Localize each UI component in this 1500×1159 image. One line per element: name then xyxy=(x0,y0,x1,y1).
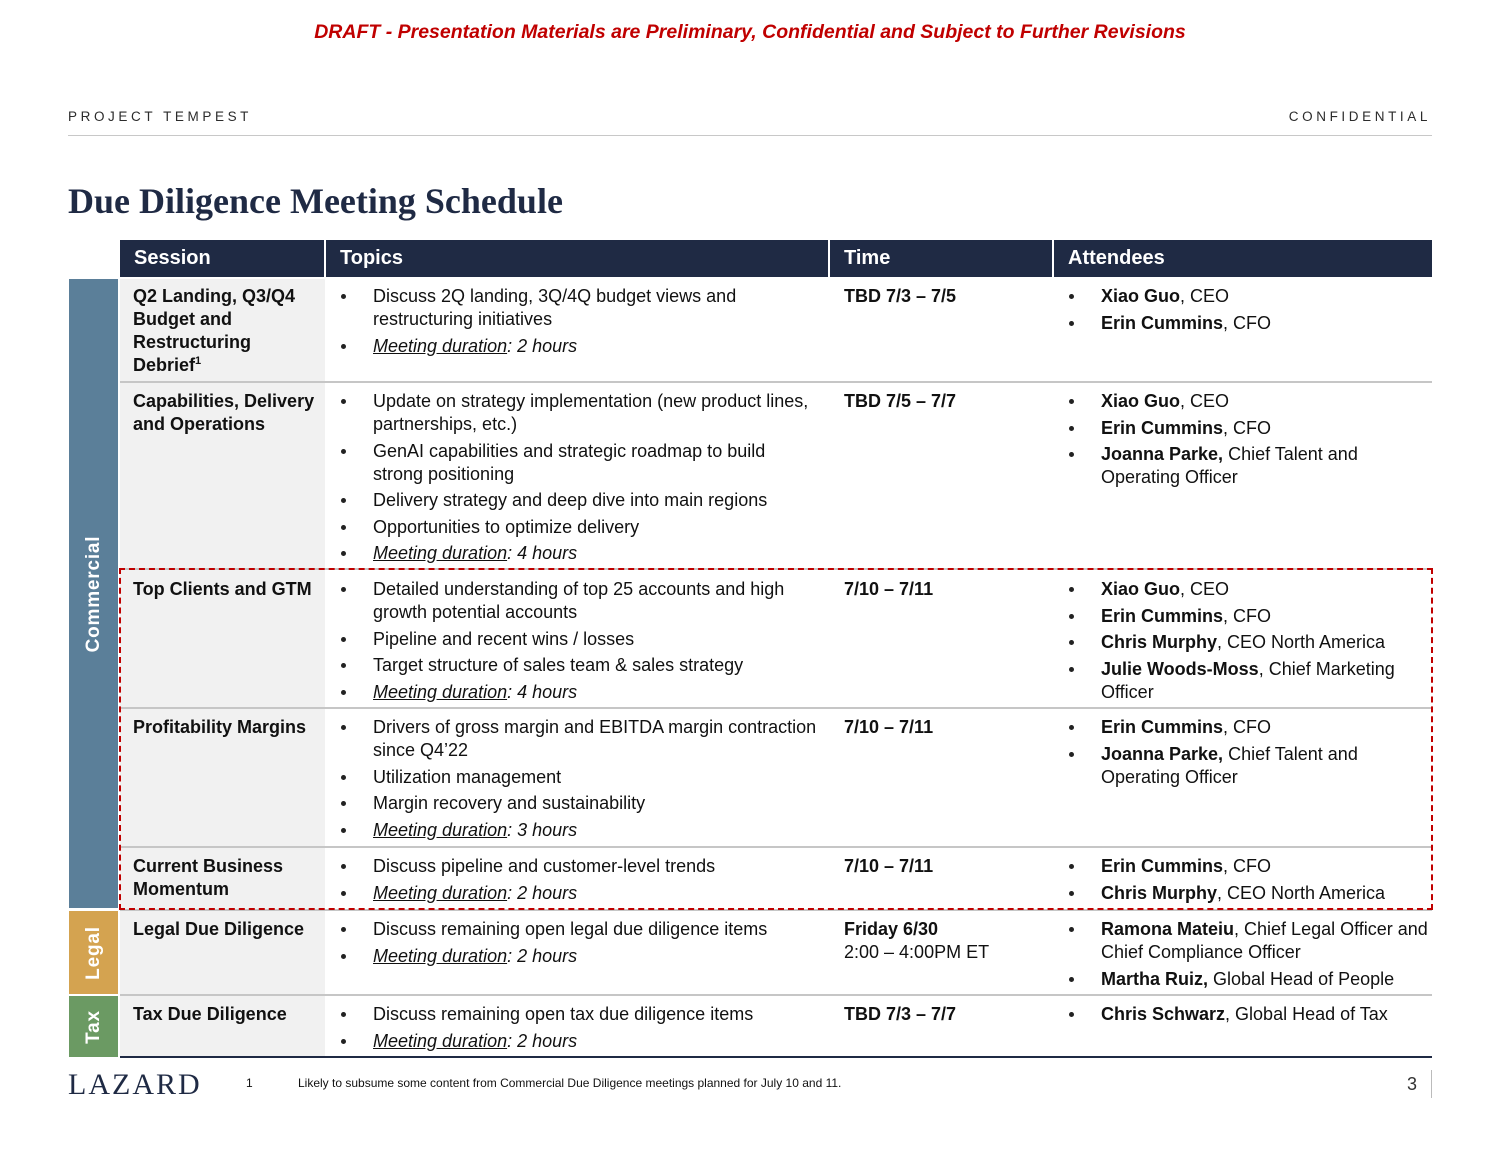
topics-list xyxy=(340,855,820,908)
session-time: TBD 7/5 – 7/7 xyxy=(844,391,957,411)
attendees-list xyxy=(1068,390,1428,493)
meeting-duration: Meeting duration: 2 hours xyxy=(340,335,820,358)
attendees-list xyxy=(1068,285,1428,338)
list-item: Julie Woods-Moss, Chief Marketing Officer xyxy=(1068,658,1428,704)
list-item: Joanna Parke, Chief Talent and Operating Officer xyxy=(1068,443,1428,489)
session-tax-due-diligence: Tax Due Diligence xyxy=(133,1004,287,1024)
attendees-list xyxy=(1068,1003,1428,1030)
column-header-topics: Topics xyxy=(326,240,828,277)
session-top-clients: Top Clients and GTM xyxy=(133,579,312,599)
column-header-session: Session xyxy=(120,240,324,277)
meeting-duration: Meeting duration: 4 hours xyxy=(340,542,820,565)
list-item: Detailed understanding of top 25 accounts and high growth potential accounts xyxy=(340,578,820,624)
lazard-logo: LAZARD xyxy=(68,1068,202,1101)
topics-list xyxy=(340,578,820,707)
list-item: Margin recovery and sustainability xyxy=(340,792,820,815)
list-item: Utilization management xyxy=(340,766,820,789)
row-divider xyxy=(120,909,1432,911)
list-item: Erin Cummins, CFO xyxy=(1068,716,1428,739)
list-item: Erin Cummins, CFO xyxy=(1068,417,1428,440)
meeting-duration: Meeting duration: 2 hours xyxy=(340,882,820,905)
list-item: Delivery strategy and deep dive into main regions xyxy=(340,489,820,512)
footnote-text: Likely to subsume some content from Commercial Due Diligence meetings planned for July 10 and 11. xyxy=(298,1076,842,1090)
page-title: Due Diligence Meeting Schedule xyxy=(68,181,563,221)
group-band-legal xyxy=(69,911,118,994)
project-name: PROJECT TEMPEST xyxy=(68,109,253,124)
attendees-list xyxy=(1068,855,1428,908)
topics-list xyxy=(340,390,820,569)
list-item: Discuss 2Q landing, 3Q/4Q budget views and restructuring initiatives xyxy=(340,285,820,331)
group-label-tax: Tax xyxy=(82,1009,104,1044)
row-divider xyxy=(120,846,1432,848)
group-label-commercial: Commercial xyxy=(82,535,104,652)
list-item: Discuss remaining open legal due diligence items xyxy=(340,918,820,941)
meeting-duration: Meeting duration: 2 hours xyxy=(340,1030,820,1053)
list-item: Xiao Guo, CEO xyxy=(1068,578,1428,601)
column-header-attendees: Attendees xyxy=(1054,240,1432,277)
meeting-duration: Meeting duration: 2 hours xyxy=(340,945,820,968)
list-item: Xiao Guo, CEO xyxy=(1068,390,1428,413)
session-time: 7/10 – 7/11 xyxy=(844,856,934,876)
list-item: Erin Cummins, CFO xyxy=(1068,855,1428,878)
list-item: Drivers of gross margin and EBITDA margin contraction since Q4’22 xyxy=(340,716,820,762)
session-time: TBD 7/3 – 7/7 xyxy=(844,1004,957,1024)
list-item: Update on strategy implementation (new product lines, partnerships, etc.) xyxy=(340,390,820,436)
list-item: Target structure of sales team & sales strategy xyxy=(340,654,820,677)
meeting-duration: Meeting duration: 4 hours xyxy=(340,681,820,704)
list-item: Joanna Parke, Chief Talent and Operating Officer xyxy=(1068,743,1428,789)
attendees-list xyxy=(1068,578,1428,707)
list-item: Pipeline and recent wins / losses xyxy=(340,628,820,651)
group-label-legal: Legal xyxy=(82,925,104,980)
list-item: Discuss remaining open tax due diligence items xyxy=(340,1003,820,1026)
attendees-list xyxy=(1068,918,1428,994)
session-time: Friday 6/30 2:00 – 4:00PM ET xyxy=(844,919,990,962)
topics-list xyxy=(340,918,820,971)
footnote-number: 1 xyxy=(246,1076,253,1090)
row-divider xyxy=(120,381,1432,383)
table-bottom-rule xyxy=(120,1056,1432,1058)
header-divider xyxy=(68,135,1432,136)
list-item: Opportunities to optimize delivery xyxy=(340,516,820,539)
draft-banner: DRAFT - Presentation Materials are Preliminary, Confidential and Subject to Further Revisions xyxy=(314,21,1186,43)
page-number-divider xyxy=(1431,1070,1432,1098)
topics-list xyxy=(340,285,820,361)
footnote-marker: 1 xyxy=(195,355,202,367)
list-item: Martha Ruiz, Global Head of People xyxy=(1068,968,1428,991)
row-divider xyxy=(120,994,1432,996)
session-legal-due-diligence: Legal Due Diligence xyxy=(133,919,305,939)
meeting-duration: Meeting duration: 3 hours xyxy=(340,819,820,842)
session-profitability: Profitability Margins xyxy=(133,717,307,737)
row-divider xyxy=(120,707,1432,709)
list-item: Xiao Guo, CEO xyxy=(1068,285,1428,308)
list-item: Ramona Mateiu, Chief Legal Officer and Chief Compliance Officer xyxy=(1068,918,1428,964)
list-item: GenAI capabilities and strategic roadmap to build strong positioning xyxy=(340,440,820,486)
session-q2-landing: Q2 Landing, Q3/Q4 Budget and Restructuring Debrief$^1$ xyxy=(133,286,296,375)
group-band-tax xyxy=(69,996,118,1057)
session-business-momentum: Current Business Momentum xyxy=(133,856,284,899)
topics-list xyxy=(340,1003,820,1056)
session-time: TBD 7/3 – 7/5 xyxy=(844,286,957,306)
list-item: Erin Cummins, CFO xyxy=(1068,312,1428,335)
session-capabilities: Capabilities, Delivery and Operations xyxy=(133,391,315,434)
list-item: Erin Cummins, CFO xyxy=(1068,605,1428,628)
list-item: Chris Murphy, CEO North America xyxy=(1068,882,1428,905)
list-item: Chris Murphy, CEO North America xyxy=(1068,631,1428,654)
list-item: Discuss pipeline and customer-level trends xyxy=(340,855,820,878)
attendees-list xyxy=(1068,716,1428,792)
list-item: Chris Schwarz, Global Head of Tax xyxy=(1068,1003,1428,1026)
session-time: 7/10 – 7/11 xyxy=(844,579,934,599)
group-band-commercial xyxy=(69,279,118,908)
confidential-label: CONFIDENTIAL xyxy=(1288,109,1431,124)
session-time: 7/10 – 7/11 xyxy=(844,717,934,737)
column-header-time: Time xyxy=(830,240,1052,277)
page-number: 3 xyxy=(1407,1074,1418,1094)
topics-list xyxy=(340,716,820,845)
